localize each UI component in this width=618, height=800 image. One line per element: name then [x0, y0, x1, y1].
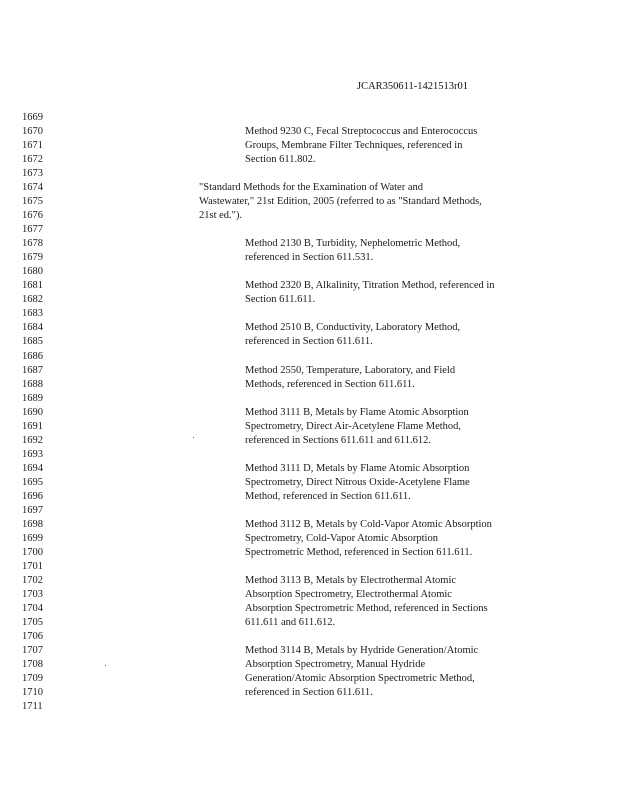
document-line	[0, 265, 618, 279]
document-line	[0, 335, 618, 349]
line-number: 1701	[22, 560, 43, 572]
line-number: 1699	[22, 532, 43, 544]
line-text: Section 611.802.	[245, 154, 316, 166]
document-line	[0, 588, 618, 602]
document-line	[0, 574, 618, 588]
line-text: Generation/Atomic Absorption Spectrometric Method,	[245, 673, 475, 685]
scan-speck	[193, 437, 194, 438]
line-number: 1700	[22, 546, 43, 558]
line-number: 1673	[22, 168, 43, 180]
line-text: Method 9230 C, Fecal Streptococcus and Enterococcus	[245, 126, 478, 138]
line-number: 1709	[22, 673, 43, 685]
line-number: 1679	[22, 252, 43, 264]
line-number: 1697	[22, 504, 43, 516]
line-text: Groups, Membrane Filter Techniques, referenced in	[245, 140, 463, 152]
line-text: Method 3111 D, Metals by Flame Atomic Absorption	[245, 462, 470, 474]
document-line	[0, 448, 618, 462]
scan-speck	[105, 665, 106, 666]
document-line	[0, 504, 618, 518]
document-line	[0, 167, 618, 181]
document-line	[0, 602, 618, 616]
line-number: 1711	[22, 701, 43, 713]
line-number: 1696	[22, 490, 43, 502]
line-number: 1684	[22, 322, 43, 334]
line-text: referenced in Section 611.611.	[245, 336, 373, 348]
document-line	[0, 237, 618, 251]
line-number: 1681	[22, 280, 43, 292]
document-line	[0, 406, 618, 420]
line-text: Absorption Spectrometric Method, referenced in Sections	[245, 603, 488, 615]
line-number: 1687	[22, 364, 43, 376]
line-number: 1669	[22, 112, 43, 123]
line-number: 1704	[22, 603, 43, 615]
line-text: referenced in Section 611.611.	[245, 687, 373, 699]
line-number: 1707	[22, 645, 43, 657]
document-line	[0, 644, 618, 658]
line-number: 1680	[22, 266, 43, 278]
line-text: Method 2320 B, Alkalinity, Titration Method, referenced in	[245, 280, 495, 292]
document-line	[0, 518, 618, 532]
line-text: "Standard Methods for the Examination of Water and	[199, 182, 423, 194]
line-text: Method, referenced in Section 611.611.	[245, 490, 411, 502]
line-text: Method 3113 B, Metals by Electrothermal Atomic	[245, 574, 457, 586]
line-text: Spectrometric Method, referenced in Section 611.611.	[245, 546, 473, 558]
line-number: 1672	[22, 154, 43, 166]
line-number: 1693	[22, 448, 43, 460]
document-line	[0, 686, 618, 700]
line-number: 1682	[22, 294, 43, 306]
line-text: Section 611.611.	[245, 294, 316, 306]
document-line	[0, 672, 618, 686]
document-line	[0, 546, 618, 560]
line-number: 1705	[22, 617, 43, 629]
line-number: 1710	[22, 687, 43, 699]
document-line	[0, 279, 618, 293]
line-text: Method 2510 B, Conductivity, Laboratory Method,	[245, 322, 461, 334]
line-number: 1671	[22, 140, 43, 152]
line-number: 1703	[22, 589, 43, 601]
document-line	[0, 209, 618, 223]
document-line	[0, 153, 618, 167]
line-number: 1689	[22, 392, 43, 404]
document-line	[0, 560, 618, 574]
document-line	[0, 434, 618, 448]
line-text: Spectrometry, Cold-Vapor Atomic Absorption	[245, 532, 438, 544]
line-number: 1708	[22, 659, 43, 671]
line-text: Method 2130 B, Turbidity, Nephelometric Method,	[245, 238, 461, 250]
document-line	[0, 476, 618, 490]
document-line	[0, 307, 618, 321]
line-text: 611.611 and 611.612.	[245, 617, 336, 629]
line-text: Method 3111 B, Metals by Flame Atomic Absorption	[245, 406, 469, 418]
line-text: Spectrometry, Direct Nitrous Oxide-Acetylene Flame	[245, 476, 470, 488]
line-number: 1675	[22, 196, 43, 208]
line-number: 1706	[22, 631, 43, 643]
document-line	[0, 139, 618, 153]
line-number: 1690	[22, 406, 43, 418]
document-line	[0, 462, 618, 476]
line-text: referenced in Sections 611.611 and 611.612.	[245, 434, 432, 446]
document-line	[0, 630, 618, 644]
line-number: 1688	[22, 378, 43, 390]
line-text: referenced in Section 611.531.	[245, 252, 374, 264]
document-line	[0, 616, 618, 630]
document-line	[0, 364, 618, 378]
document-line	[0, 293, 618, 307]
line-number: 1695	[22, 476, 43, 488]
line-number: 1685	[22, 336, 43, 348]
line-number: 1694	[22, 462, 43, 474]
line-number: 1678	[22, 238, 43, 250]
line-number: 1686	[22, 350, 43, 362]
document-line	[0, 658, 618, 672]
line-number: 1677	[22, 224, 43, 236]
document-line	[0, 111, 618, 125]
line-text: Methods, referenced in Section 611.611.	[245, 378, 415, 390]
document-line	[0, 378, 618, 392]
line-number: 1676	[22, 210, 43, 222]
line-text: Spectrometry, Direct Air-Acetylene Flame Method,	[245, 420, 462, 432]
document-line	[0, 321, 618, 335]
line-text: Method 2550, Temperature, Laboratory, and Field	[245, 364, 456, 376]
line-text: Wastewater," 21st Edition, 2005 (referred to as "Standard Methods,	[199, 196, 482, 208]
line-number: 1674	[22, 182, 43, 194]
line-number: 1670	[22, 126, 43, 138]
document-line	[0, 392, 618, 406]
document-line	[0, 700, 618, 714]
document-line	[0, 223, 618, 237]
line-text: Absorption Spectrometry, Electrothermal Atomic	[245, 589, 452, 601]
document-line	[0, 350, 618, 364]
document-id-header: JCAR350611-1421513r01	[357, 81, 469, 92]
line-number: 1702	[22, 574, 43, 586]
document-line	[0, 125, 618, 139]
document-line	[0, 181, 618, 195]
line-number: 1698	[22, 518, 43, 530]
document-line	[0, 532, 618, 546]
document-line	[0, 420, 618, 434]
line-number: 1692	[22, 434, 43, 446]
line-text: Absorption Spectrometry, Manual Hydride	[245, 659, 426, 671]
line-number: 1691	[22, 420, 43, 432]
line-text: Method 3112 B, Metals by Cold-Vapor Atomic Absorption	[245, 518, 492, 530]
document-line	[0, 195, 618, 209]
line-number: 1683	[22, 308, 43, 320]
line-text: 21st ed.").	[199, 210, 243, 222]
line-text: Method 3114 B, Metals by Hydride Generation/Atomic	[245, 645, 479, 657]
document-line	[0, 251, 618, 265]
document-line	[0, 490, 618, 504]
